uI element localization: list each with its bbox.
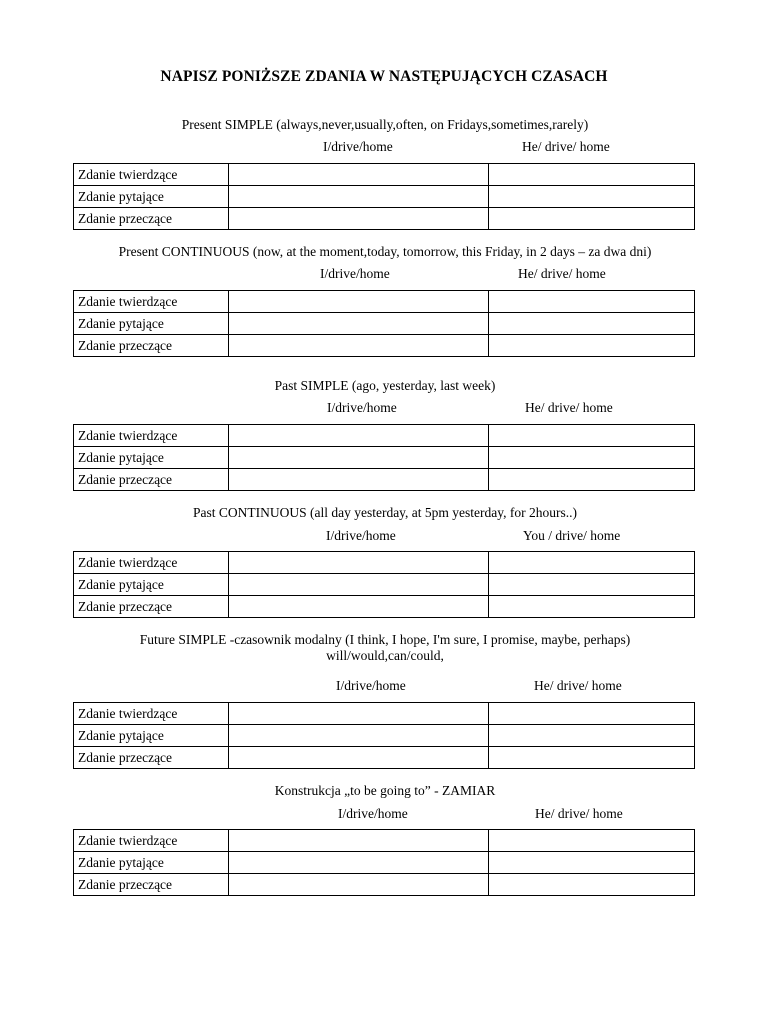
row-label-question: Zdanie pytające: [74, 725, 229, 747]
section-heading-future-simple: [74, 632, 696, 664]
table-row: [74, 447, 695, 469]
answer-cell[interactable]: [489, 469, 695, 491]
table-row: [74, 291, 695, 313]
row-label-negative: Zdanie przeczące: [74, 747, 229, 769]
answer-table-going-to: [73, 829, 695, 896]
answer-cell[interactable]: [229, 852, 489, 874]
column-header-second-subject: He/ drive/ home: [535, 806, 623, 821]
answer-cell[interactable]: [229, 208, 489, 230]
table-row: [74, 852, 695, 874]
answer-table-present-simple: [73, 163, 695, 230]
answer-cell[interactable]: [489, 447, 695, 469]
answer-cell[interactable]: [489, 703, 695, 725]
table-row: [74, 425, 695, 447]
column-header-second-subject: You / drive/ home: [523, 528, 621, 543]
table-row: [74, 725, 695, 747]
document-title: NAPISZ PONIŻSZE ZDANIA W NASTĘPUJĄCYCH CZASACH: [160, 68, 608, 85]
section-heading-past-simple: Past SIMPLE (ago, yesterday, last week): [274, 378, 496, 393]
row-label-negative: Zdanie przeczące: [74, 335, 229, 357]
row-label-affirmative: Zdanie twierdzące: [74, 291, 229, 313]
column-header-first-person: I/drive/home: [336, 678, 406, 693]
section-heading-past-continuous: Past CONTINUOUS (all day yesterday, at 5pm yesterday, for 2hours..): [192, 505, 578, 520]
answer-cell[interactable]: [229, 725, 489, 747]
answer-cell[interactable]: [229, 469, 489, 491]
answer-cell[interactable]: [229, 596, 489, 618]
table-row: [74, 208, 695, 230]
row-label-affirmative: Zdanie twierdzące: [74, 703, 229, 725]
answer-cell[interactable]: [489, 874, 695, 896]
table-row: [74, 552, 695, 574]
answer-cell[interactable]: [489, 574, 695, 596]
table-row: [74, 830, 695, 852]
answer-cell[interactable]: [489, 425, 695, 447]
answer-cell[interactable]: [229, 335, 489, 357]
answer-cell[interactable]: [229, 447, 489, 469]
table-row: [74, 574, 695, 596]
answer-cell[interactable]: [229, 747, 489, 769]
answer-table-past-continuous: [73, 551, 695, 618]
row-label-affirmative: Zdanie twierdzące: [74, 164, 229, 186]
column-header-second-subject: He/ drive/ home: [534, 678, 622, 693]
column-header-first-person: I/drive/home: [327, 400, 397, 415]
column-header-second-subject: He/ drive/ home: [518, 266, 606, 281]
column-header-first-person: I/drive/home: [320, 266, 390, 281]
answer-cell[interactable]: [229, 574, 489, 596]
row-label-negative: Zdanie przeczące: [74, 208, 229, 230]
section-heading-present-simple: Present SIMPLE (always,never,usually,often, on Fridays,sometimes,rarely): [181, 117, 589, 132]
table-row: [74, 874, 695, 896]
answer-cell[interactable]: [229, 830, 489, 852]
answer-table-future-simple: [73, 702, 695, 769]
answer-cell[interactable]: [229, 874, 489, 896]
column-header-second-subject: He/ drive/ home: [522, 139, 610, 154]
table-row: [74, 164, 695, 186]
section-heading-line: Future SIMPLE -czasownik modalny (I think, I hope, I'm sure, I promise, maybe, perhaps): [139, 632, 631, 647]
row-label-question: Zdanie pytające: [74, 574, 229, 596]
table-row: [74, 596, 695, 618]
section-heading-line-2: will/would,can/could,: [326, 648, 444, 663]
row-label-negative: Zdanie przeczące: [74, 596, 229, 618]
table-row: [74, 335, 695, 357]
answer-cell[interactable]: [489, 291, 695, 313]
row-label-negative: Zdanie przeczące: [74, 874, 229, 896]
row-label-affirmative: Zdanie twierdzące: [74, 552, 229, 574]
table-row: [74, 703, 695, 725]
answer-cell[interactable]: [489, 830, 695, 852]
answer-table-present-continuous: [73, 290, 695, 357]
row-label-question: Zdanie pytające: [74, 852, 229, 874]
table-row: [74, 313, 695, 335]
answer-cell[interactable]: [489, 164, 695, 186]
answer-cell[interactable]: [489, 313, 695, 335]
answer-cell[interactable]: [229, 186, 489, 208]
answer-cell[interactable]: [489, 208, 695, 230]
row-label-affirmative: Zdanie twierdzące: [74, 830, 229, 852]
answer-table-past-simple: [73, 424, 695, 491]
column-header-first-person: I/drive/home: [326, 528, 396, 543]
answer-cell[interactable]: [489, 596, 695, 618]
row-label-question: Zdanie pytające: [74, 313, 229, 335]
column-header-first-person: I/drive/home: [338, 806, 408, 821]
column-header-second-subject: He/ drive/ home: [525, 400, 613, 415]
answer-cell[interactable]: [489, 552, 695, 574]
row-label-question: Zdanie pytające: [74, 186, 229, 208]
section-heading-going-to: Konstrukcja „to be going to” - ZAMIAR: [274, 783, 496, 798]
answer-cell[interactable]: [229, 291, 489, 313]
answer-cell[interactable]: [229, 164, 489, 186]
answer-cell[interactable]: [489, 335, 695, 357]
answer-cell[interactable]: [489, 852, 695, 874]
row-label-question: Zdanie pytające: [74, 447, 229, 469]
answer-cell[interactable]: [229, 313, 489, 335]
table-row: [74, 186, 695, 208]
table-row: [74, 469, 695, 491]
row-label-negative: Zdanie przeczące: [74, 469, 229, 491]
answer-cell[interactable]: [489, 186, 695, 208]
answer-cell[interactable]: [489, 725, 695, 747]
section-heading-present-continuous: Present CONTINUOUS (now, at the moment,today, tomorrow, this Friday, in 2 days – za dwa dni): [118, 244, 652, 259]
answer-cell[interactable]: [229, 425, 489, 447]
answer-cell[interactable]: [229, 703, 489, 725]
answer-cell[interactable]: [489, 747, 695, 769]
table-row: [74, 747, 695, 769]
row-label-affirmative: Zdanie twierdzące: [74, 425, 229, 447]
answer-cell[interactable]: [229, 552, 489, 574]
column-header-first-person: I/drive/home: [323, 139, 393, 154]
